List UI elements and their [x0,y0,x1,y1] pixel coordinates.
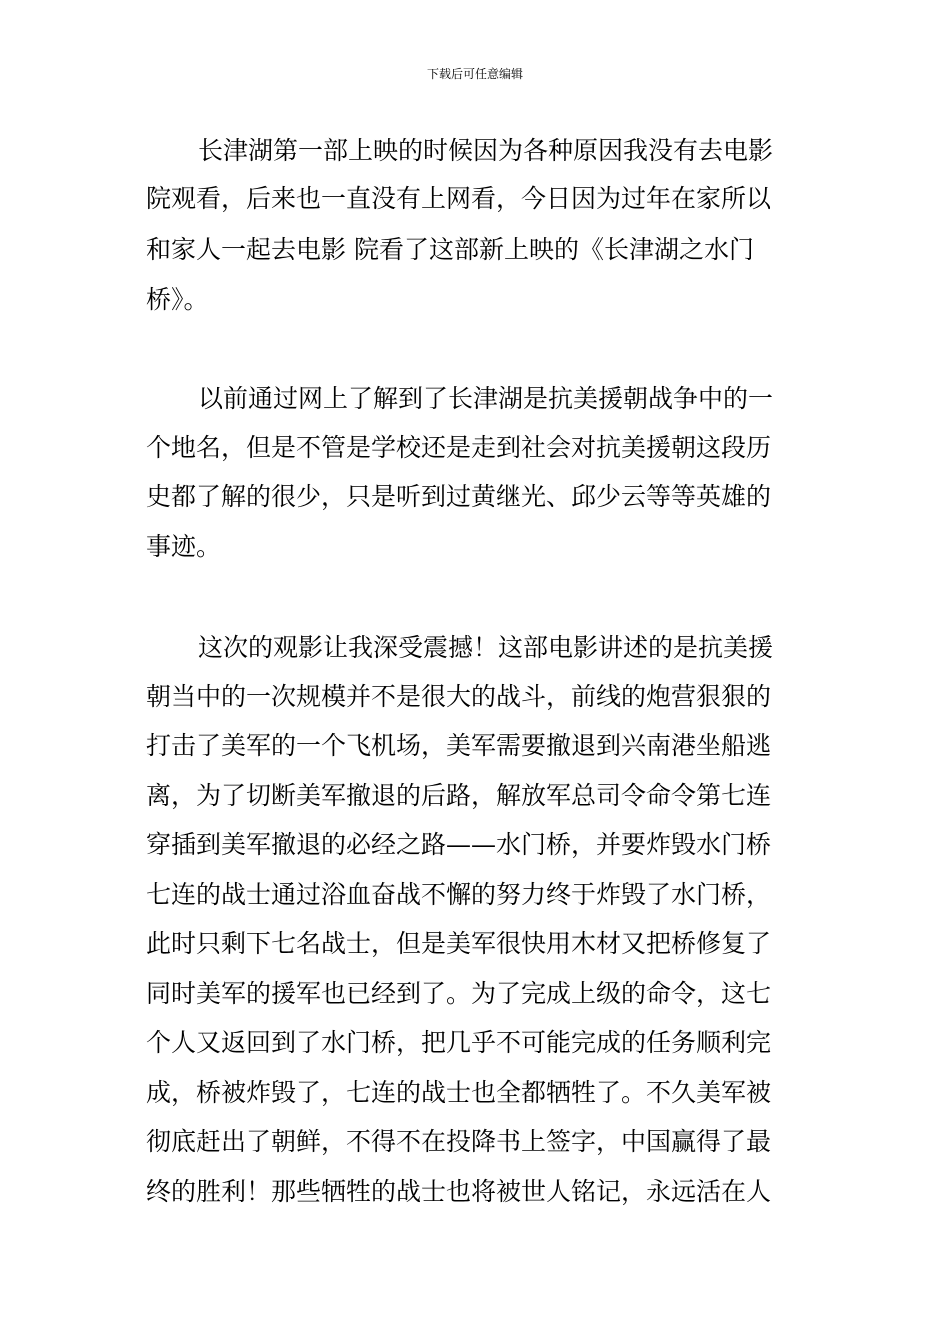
paragraph-line: 此时只剩下七名战士，但是美军很快用木材又把桥修复了 [146,929,772,958]
paragraph-line: 终的胜利！那些牺牲的战士也将被世人铭记，永远活在人 [146,1177,772,1206]
paragraph-line: 个地名，但是不管是学校还是走到社会对抗美援朝这段历 [146,433,772,462]
paragraph-line: 这次的观影让我深受震撼！这部电影讲述的是抗美援 [198,633,774,662]
paragraph-line: 以前通过网上了解到了长津湖是抗美援朝战争中的一 [198,384,774,413]
paragraph-line: 事迹。 [146,532,222,561]
page-header: 下载后可任意编辑 [426,67,523,81]
paragraph-line: 同时美军的援军也已经到了。为了完成上级的命令，这七 [146,979,772,1008]
paragraph-line: 成，桥被炸毁了，七连的战士也全都牺牲了。不久美军被 [146,1078,772,1107]
paragraph-line: 彻底赶出了朝鲜，不得不在投降书上签字，中国赢得了最 [146,1127,772,1156]
paragraph-line: 七连的战士通过浴血奋战不懈的努力终于炸毁了水门桥， [146,880,772,909]
paragraph-line: 个人又返回到了水门桥，把几乎不可能完成的任务顺利完 [146,1028,772,1057]
paragraph-line: 院观看，后来也一直没有上网看，今日因为过年在家所以 [146,184,772,213]
paragraph-line: 长津湖第一部上映的时候因为各种原因我没有去电影 [198,136,774,165]
paragraph-line: 打击了美军的一个飞机场，美军需要撤退到兴南港坐船逃 [146,731,772,760]
paragraph-line: 桥》。 [146,285,209,314]
paragraph-line: 和家人一起去电影 院看了这部新上映的《长津湖之水门 [146,235,754,264]
paragraph-line: 史都了解的很少，只是听到过黄继光、邱少云等等英雄的 [146,482,772,511]
paragraph-line: 离，为了切断美军撤退的后路，解放军总司令命令第七连 [146,781,772,810]
paragraph-line: 穿插到美军撤退的必经之路——水门桥，并要炸毁水门桥 [146,830,772,859]
paragraph-line: 朝当中的一次规模并不是很大的战斗，前线的炮营狠狠的 [146,682,772,711]
